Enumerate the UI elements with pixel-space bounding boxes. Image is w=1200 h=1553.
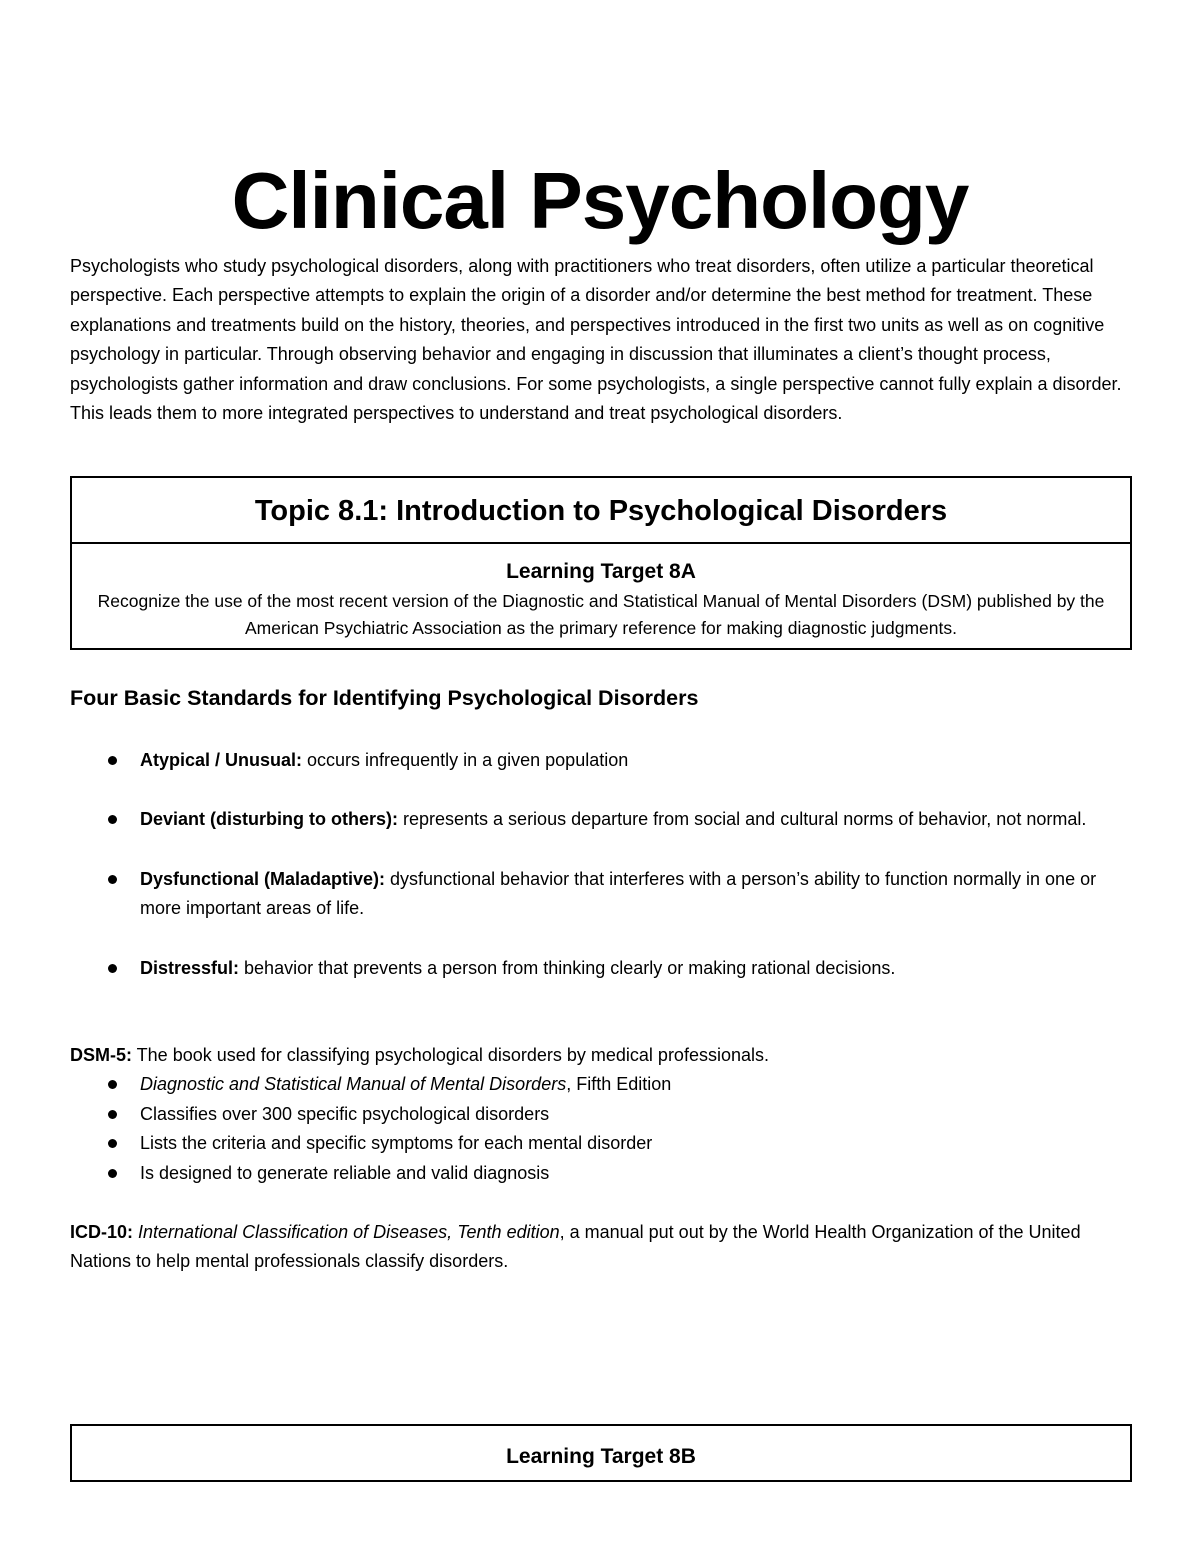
icd-text: , a manual put out by the World Health Organization of the United Nations to help mental professionals classify disorders. (70, 1222, 1081, 1272)
list-item (70, 1070, 1132, 1099)
list-item (70, 805, 1132, 834)
learning-target-title: Learning Target 8A (506, 560, 696, 583)
dsm-edition: , Fifth Edition (566, 1074, 672, 1095)
icd-term: ICD-10: (70, 1222, 134, 1242)
standards-heading: Four Basic Standards for Identifying Psychological Disorders (70, 686, 699, 710)
standard-text: occurs infrequently in a given population (302, 750, 629, 770)
icd-definition (70, 1218, 1132, 1277)
dsm-term: DSM-5: (70, 1045, 132, 1065)
standard-term: Atypical / Unusual: (140, 750, 303, 770)
page-title: Clinical Psychology (231, 156, 969, 245)
dsm-item-text: Classifies over 300 specific psychological disorders (140, 1103, 550, 1124)
standard-text: behavior that prevents a person from thinking clearly or making rational decisions. (239, 957, 896, 978)
standard-term: Dysfunctional (Maladaptive): (140, 868, 386, 889)
topic-heading: Topic 8.1: Introduction to Psychological Disorders (72, 478, 1130, 544)
bullet-icon (108, 756, 117, 765)
bullet-icon (108, 1169, 117, 1178)
bullet-icon (108, 875, 117, 884)
icd-full-title: International Classification of Diseases, Tenth edition (138, 1222, 560, 1242)
bullet-icon (108, 815, 117, 824)
list-item (70, 954, 1132, 983)
dsm-item-text: Lists the criteria and specific symptoms for each mental disorder (140, 1133, 653, 1154)
standard-term: Distressful: (140, 957, 240, 978)
learning-target-8b-box: Learning Target 8B (70, 1424, 1132, 1482)
bullet-icon (108, 964, 117, 973)
dsm-section (70, 1041, 1132, 1188)
dsm-definition (70, 1041, 1132, 1070)
standard-text: represents a serious departure from social and cultural norms of behavior, not normal. (398, 809, 1087, 830)
dsm-text: The book used for classifying psychological disorders by medical professionals. (132, 1045, 769, 1065)
dsm-full-title: Diagnostic and Statistical Manual of Mental Disorders (140, 1074, 567, 1095)
list-item (70, 1100, 1132, 1129)
dsm-item-text: Is designed to generate reliable and valid diagnosis (140, 1162, 550, 1183)
standard-term: Deviant (disturbing to others): (140, 809, 398, 830)
intro-paragraph: Psychologists who study psychological disorders, along with practitioners who treat disorders, often utilize a particular theoretical perspective. Each perspective attempts to explain the origin of a disorder and/or determine the best method for treatment. These explanations and treatments build on the history, theories, and perspectives introduced in the first two units as well as on cognitive psychology in particular. Through observing behavior and engaging in discussion that illuminates a client’s thought process, psychologists gather information and draw conclusions. For some psychologists, a single perspective cannot fully explain a disorder. This leads them to more integrated perspectives to understand and treat psychological disorders. (70, 256, 1122, 424)
bullet-icon (108, 1139, 117, 1148)
list-item (70, 746, 1132, 775)
list-item (70, 1159, 1132, 1188)
bullet-icon (108, 1080, 117, 1089)
list-item (70, 865, 1132, 924)
learning-target-text: Recognize the use of the most recent version of the Diagnostic and Statistical Manual of Mental Disorders (DSM) published by the American Psychiatric Association as the primary reference for making diagnostic judgments. (97, 591, 1105, 638)
learning-target-8a (72, 544, 1130, 641)
standard-text: dysfunctional behavior that interferes with a person’s ability to function normally in one or more important areas of life. (140, 868, 1097, 919)
dsm-list (70, 1070, 1132, 1188)
bullet-icon (108, 1110, 117, 1119)
list-item (70, 1129, 1132, 1158)
standards-list (70, 746, 1132, 1013)
topic-box (70, 476, 1132, 650)
